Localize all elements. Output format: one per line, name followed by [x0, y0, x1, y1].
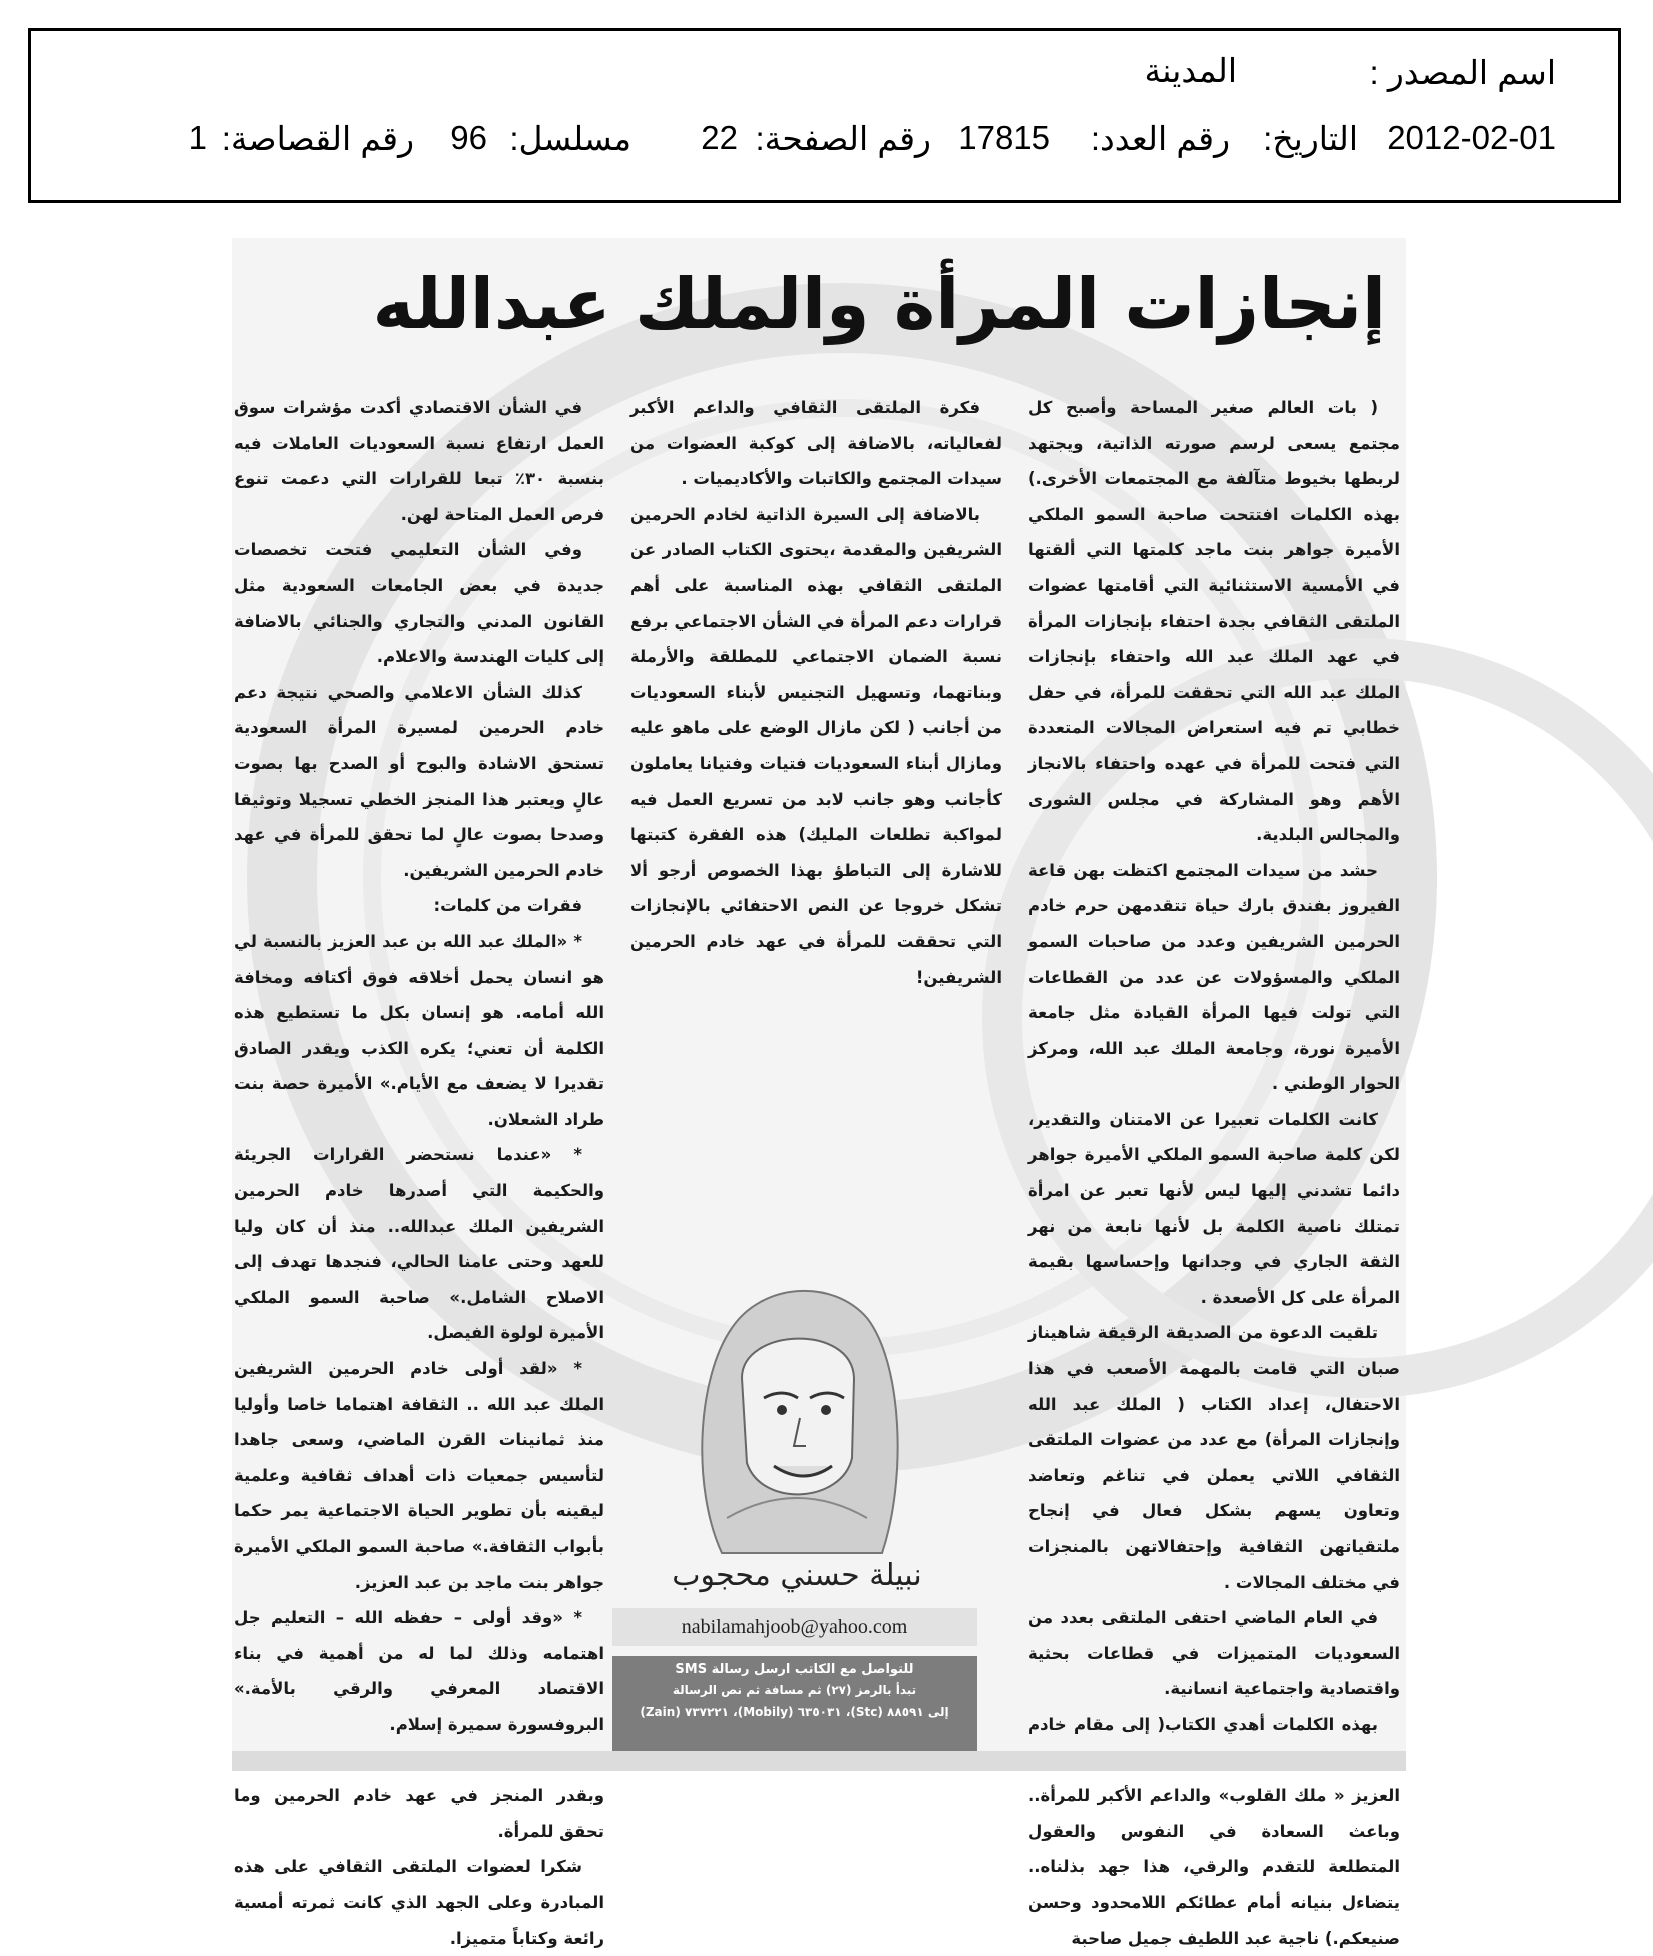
paragraph: في العام الماضي احتفى الملتقى بعدد من السعوديات المتميزات في قطاعات بحثية واقتصادية واجتماعية انسانية. [1028, 1608, 1400, 1699]
date-label: التاريخ: [1263, 120, 1358, 157]
clipping-info-box [28, 28, 1621, 203]
paragraph: كانت الكلمات تعبيرا عن الامتنان والتقدير، لكن كلمة صاحبة السمو الملكي الأميرة جواهر دائما تشدني إليها ليس لأنها تعبر عن امرأة تمتلك ناصية الكلمة بل لأنها نابعة من نهر الثقة الجاري في وجدانها وإحساسها بقيمة المرأة على كل الأصعدة . [1028, 1109, 1400, 1307]
author-email: nabilamahjoob@yahoo.com [612, 1608, 977, 1646]
paragraph: فكرة الملتقى الثقافي والداعم الأكبر لفعالياته، بالاضافة إلى كوكبة العضوات من سيدات المجتمع والكاتبات والأكاديميات . [630, 398, 1002, 489]
paragraph: * «لقد أولى خادم الحرمين الشريفين الملك عبد الله .. الثقافة اهتماما خاصا وأوليا منذ ثمانينات القرن الماضي، وسعى جاهدا لتأسيس جمعيات ذات أهداف ثقافية وعلمية ليقينه بأن تطوير الحياة الاجتماعية يمر حكما بأبواب الثقافة.» صاحبة السمو الملكي الأميرة جواهر بنت ماجد بن عبد العزيز. [234, 1359, 604, 1592]
paragraph: بهذه الكلمات أهدي الكتاب( إلى مقام خادم العزيز « ملك القلوب» والداعم الأكبر للمرأة.. وباعث السعادة في النفوس والعقول المتطلعة للتقدم والرقي، هذا جهد بذلناه.. يتضاءل بنيانه أمام عطائكم اللامحدود وحسن صنيعكم.) ناجية عبد اللطيف جميل صاحبة [1028, 1714, 1400, 1948]
paragraph: في الشأن الاقتصادي أكدت مؤشرات سوق العمل ارتفاع نسبة السعوديات العاملات فيه بنسبة ٣٠٪ تبعا للقرارات التي دعمت تنوع فرص العمل المتاحة لهن. [234, 398, 604, 524]
paragraph: وفي الشأن التعليمي فتحت تخصصات جديدة في بعض الجامعات السعودية مثل القانون المدني والتجاري والجنائي بالاضافة إلى كليات الهندسة والاعلام. [234, 540, 604, 667]
page-label: رقم الصفحة: [755, 120, 931, 157]
serial-label: مسلسل: [509, 120, 631, 157]
column-middle [630, 390, 1002, 995]
sms-instructions: تبدأ بالرمز (٢٧) ثم مسافة ثم نص الرسالة [672, 1683, 917, 1697]
paragraph: شكرا لعضوات الملتقى الثقافي على هذه المبادرة وعلى الجهد الذي كانت ثمرته أمسية رائعة وكتاباً متميزا. [234, 1857, 604, 1948]
paragraph: فقرات من كلمات: [433, 896, 582, 916]
sms-numbers: إلى ٨٨٥٩١ (Stc)، ٦٣٥٠٣١ (Mobily)، ٧٣٧٢٢١ (Zain) [640, 1705, 949, 1719]
author-portrait [672, 1258, 922, 1558]
paragraph: بالاضافة إلى السيرة الذاتية لخادم الحرمين الشريفين والمقدمة ،يحتوى الكتاب الصادر عن الملتقى الثقافي بهذه المناسبة على أهم قرارات دعم المرأة في الشأن الاجتماعي برفع نسبة الضمان الاجتماعي للمطلقة والأرملة وبناتهما، وتسهيل التجنيس لأبناء السعوديات من أجانب ( لكن مازال الوضع على ماهو عليه ومازال أبناء السعوديات فتيات وفتيانا يعاملون كأجانب وهو جانب لابد من تسريع العمل فيه لمواكبة تطلعات المليك) هذه الفقرة كتبتها للاشارة إلى التباطؤ بهذا الخصوص أرجو ألا تشكل خروجا عن النص الاحتفائي بالإنجازات التي تحققت للمرأة في عهد خادم الحرمين الشريفين! [630, 504, 1002, 987]
author-name: نبيلة حسني محجوب [672, 1558, 922, 1593]
page-value: 22 [701, 119, 738, 156]
clip-number-value: 1 [188, 119, 207, 156]
date-value: 2012-02-01 [1387, 119, 1556, 156]
author-block [612, 1258, 982, 1758]
article-headline: إنجازات المرأة والملك عبدالله [372, 263, 1386, 345]
paragraph: وبقدر المنجز في عهد خادم الحرمين وما تحقق للمرأة. [234, 1786, 604, 1841]
paragraph: * «وقد أولى – حفظه الله – التعليم جل اهتمامه وذلك لما له من أهمية في بناء الاقتصاد المعرفي والرقي بالأمة.» البروفسورة سميرة إسلام. [234, 1608, 604, 1734]
serial-value: 96 [450, 119, 487, 156]
paragraph: تلقيت الدعوة من الصديقة الرقيقة شاهيناز صبان التي قامت بالمهمة الأصعب في هذا الاحتفال، إعداد الكتاب ( الملك عبد الله وإنجازات المرأة) مع عدد من عضوات الملتقى الثقافي اللاتي يعملن في تناغم وتعاضد وتعاون يسهم بشكل فعال في إنجاح ملتقياتهن الثقافية وإحتفالاتهن بالمنجزات في مختلف المجالات . [1028, 1323, 1400, 1592]
source-value: المدينة [1144, 52, 1237, 89]
issue-label: رقم العدد: [1090, 120, 1230, 157]
paragraph: * «عندما نستحضر القرارات الجريئة والحكيمة التي أصدرها خادم الحرمين الشريفين الملك عبدالله.. منذ أن كان وليا للعهد وحتى عامنا الحالي، فنجدها تهدف إلى الاصلاح الشامل.» صاحبة السمو الملكي الأميرة لولوة الفيصل. [234, 1145, 604, 1343]
sms-contact-box [612, 1656, 977, 1752]
column-left [234, 390, 604, 1956]
newspaper-clipping [232, 238, 1406, 1948]
column-right [1028, 390, 1400, 1956]
paragraph: كذلك الشأن الاعلامي والصحي نتيجة دعم خادم الحرمين لمسيرة المرأة السعودية تستحق الاشادة والبوح أو الصدح بها بصوت عالٍ ويعتبر هذا المنجز الخطي تسجيلا وتوثيقا وصدحا بصوت عالٍ لما تحقق للمرأة في عهد خادم الحرمين الشريفين. [234, 682, 604, 880]
paragraph: * «الملك عبد الله بن عبد العزيز بالنسبة لي هو انسان يحمل أخلاقه فوق أكتافه ومخافة الله أمامه. هو إنسان بكل ما تستطيع هذه الكلمة أن تعني؛ يكره الكذب ويقدر الصادق تقديرا لا يضعف مع الأيام.» الأميرة حصة بنت طراد الشعلان. [234, 931, 604, 1129]
sms-title: للتواصل مع الكاتب ارسل رسالة SMS [675, 1662, 914, 1677]
source-label: اسم المصدر : [1369, 54, 1556, 91]
paragraph: ( بات العالم صغير المساحة وأصبح كل مجتمع يسعى لرسم صورته الذاتية، ويجتهد لربطها بخيوط متآلفة مع المجتمعات الأخرى.) بهذه الكلمات افتتحت صاحبة السمو الملكي الأميرة جواهر بنت ماجد كلمتها التي ألقتها في الأمسية الاستثنائية التي أقامتها عضوات الملتقى الثقافي بجدة احتفاء بإنجازات المرأة في عهد الملك عبد الله واحتفاء بإنجازات الملك عبد الله التي تحققت للمرأة، في حفل خطابي تم فيه استعراض المجالات المتعددة التي فتحت للمرأة في عهده واحتفاء بالانجاز الأهم وهو المشاركة في مجلس الشورى والمجالس البلدية. [1028, 398, 1400, 845]
clip-number-label: رقم القصاصة: [221, 120, 414, 157]
paragraph: حشد من سيدات المجتمع اكتظت بهن قاعة الفيروز بفندق بارك حياة تتقدمهن حرم خادم الحرمين الشريفين وعدد من صاحبات السمو الملكي والمسؤولات عن عدد من القطاعات التي تولت فيها المرأة القيادة مثل جامعة الأميرة نورة، وجامعة الملك عبد الله، ومركز الحوار الوطني . [1028, 860, 1400, 1094]
issue-value: 17815 [958, 119, 1050, 156]
bottom-border-bar [232, 1751, 1406, 1771]
